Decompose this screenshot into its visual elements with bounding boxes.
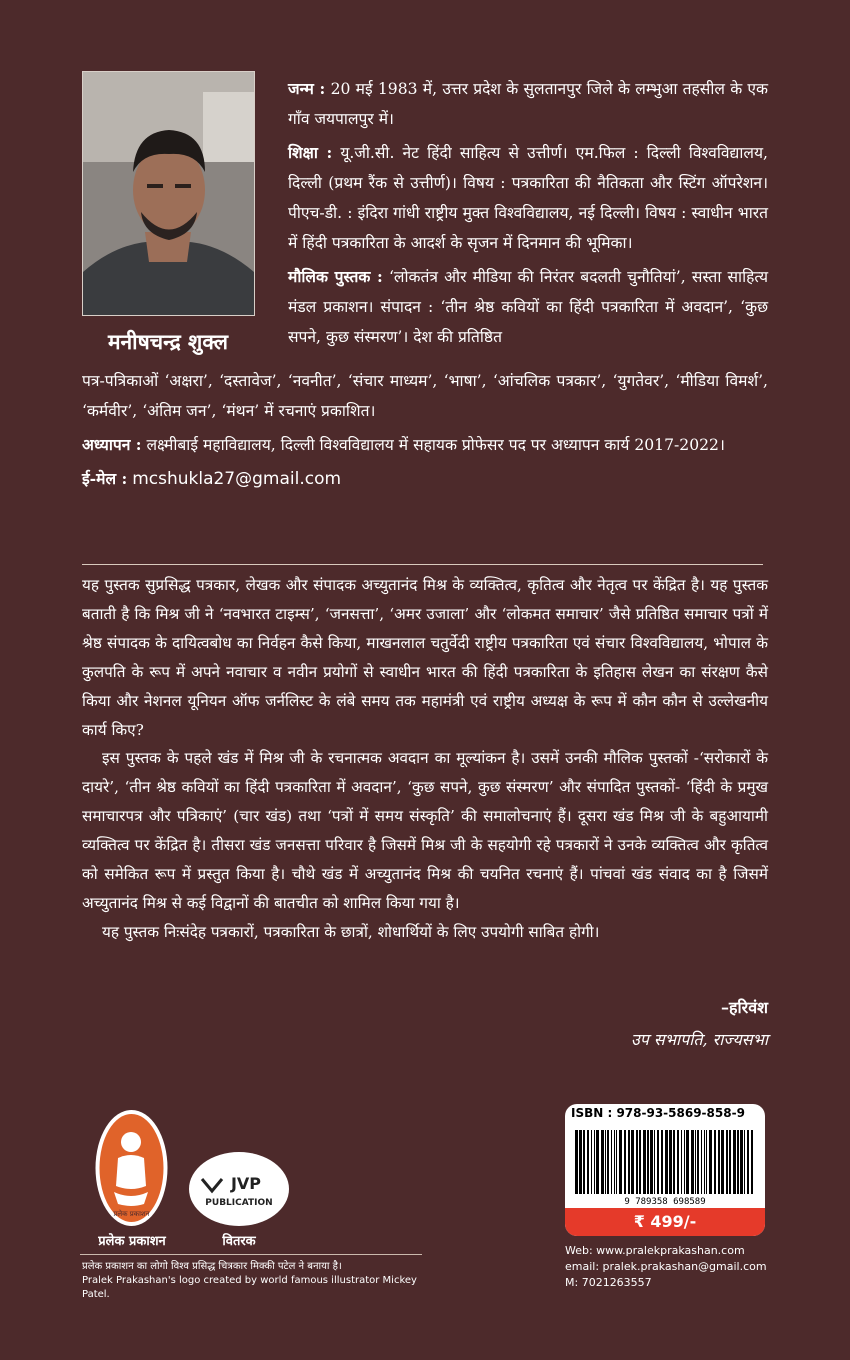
birth-text: 20 मई 1983 में, उत्तर प्रदेश के सुलतानपुर जिले के लम्भुआ तहसील के एक गाँव जयपालपुर में। (288, 80, 769, 128)
barcode-bar (614, 1130, 615, 1194)
barcode-bar (669, 1130, 672, 1194)
barcode-bar (714, 1130, 716, 1194)
barcode-bar (729, 1130, 731, 1194)
blurb-paragraph-1: यह पुस्तक सुप्रसिद्ध पत्रकार, लेखक और संपादक अच्युतानंद मिश्र के व्यक्तित्व, कृतित्व और नेतृत्व पर केंद्रित है। यह पुस्तक बताती है कि मिश्र जी ने ‘नवभारत टाइम्स’, ‘जनसत्ता’, ‘अमर उजाला’ और ‘लोकमत समाचार’ जैसे प्रतिष्ठित समाचार पत्रों में श्रेष्ठ संपादक के दायित्वबोध का निर्वहन कैसे किया, माखनलाल चतुर्वेदी राष्ट्रीय पत्रकारिता एवं संचार विश्वविद्यालय, भोपाल के कुलपति के रूप में अपने नवाचार व नवीन प्रयोगों से स्वाधीन भारत की हिंदी पत्रकारिता के इतिहास लेखन का संरक्षण कैसे किया और नेशनल यूनियन ऑफ जर्नलिस्ट के लंबे समय तक महामंत्री एवं राष्ट्रीय अध्यक्ष के रूप में कौन कौन से उल्लेखनीय कार्य किए? (82, 576, 768, 739)
books-text-continued: पत्र-पत्रिकाओं ‘अक्षरा’, ‘दस्तावेज’, ‘नवनीत’, ‘संचार माध्यम’, ‘भाषा’, ‘आंचलिक पत्रकार’, ‘युगतेवर’, ‘मीडिया विमर्श’, ‘कर्मवीर’, ‘अंतिम जन’, ‘मंथन’ में रचनाएं प्रकाशित। (82, 372, 768, 420)
barcode-bar (657, 1130, 659, 1194)
barcode-bar (665, 1130, 668, 1194)
bio-teaching (82, 430, 768, 460)
barcode-bar (709, 1130, 712, 1194)
teaching-text: लक्ष्मीबाई महाविद्यालय, दिल्ली विश्वविद्यालय में सहायक प्रोफेसर पद पर अध्यापन कार्य 2017-2022। (146, 436, 725, 454)
author-name: मनीषचन्द्र शुक्ल (107, 329, 229, 354)
barcode-digits: 9 789358 698589 (624, 1197, 706, 1206)
barcode-bar (605, 1130, 606, 1194)
books-label: मौलिक पुस्तक : (288, 267, 383, 286)
isbn-barcode-box (565, 1104, 765, 1236)
contact-mobile: M: 7021263557 (565, 1276, 652, 1289)
barcode-bar (636, 1130, 638, 1194)
barcode-bar (607, 1130, 609, 1194)
author-bio-continued (82, 366, 768, 498)
contact-web[interactable]: Web: www.pralekprakashan.com (565, 1244, 745, 1257)
barcode-bar (747, 1130, 749, 1194)
books-text: ‘लोकतंत्र और मीडिया की निरंतर बदलती चुनौतियां’, सस्ता साहित्य मंडल प्रकाशन। संपादन : ‘तीन श्रेष्ठ कवियों का हिंदी पत्रकारिता में अवदान’, ‘कुछ सपने, कुछ संस्मरण’। देश की प्रतिष्ठित (288, 268, 768, 346)
barcode-bar (628, 1130, 630, 1194)
section-divider (82, 564, 763, 565)
education-label: शिक्षा : (288, 143, 333, 162)
barcode-bar (575, 1130, 578, 1194)
barcode-bar (650, 1130, 653, 1194)
barcode-bar (601, 1130, 604, 1194)
barcode-bar (744, 1130, 745, 1194)
book-blurb (82, 571, 768, 947)
pralek-logo-text: प्रलेक प्रकाशन (113, 1210, 150, 1218)
blurb-paragraph-3: यह पुस्तक निःसंदेह पत्रकारों, पत्रकारिता के छात्रों, शोधार्थियों के लिए उपयोगी साबित होगी। (102, 922, 600, 941)
barcode-bar (718, 1130, 720, 1194)
barcode-bar (740, 1130, 743, 1194)
logo-credit (82, 1260, 442, 1302)
barcode-bar (594, 1130, 595, 1194)
contact-email[interactable]: email: pralek.prakashan@gmail.com (565, 1260, 767, 1273)
distributor-label: वितरक (222, 1234, 256, 1249)
barcode-bar (751, 1130, 753, 1194)
barcode-bar (706, 1130, 707, 1194)
barcode-bar (583, 1130, 585, 1194)
publisher-contact (565, 1243, 767, 1291)
teaching-label: अध्यापन : (82, 435, 142, 454)
credit-english: Pralek Prakashan's logo created by world famous illustrator Mickey Patel. (82, 1275, 417, 1300)
author-portrait-image (83, 72, 254, 315)
barcode-bar (639, 1130, 641, 1194)
jvp-publication-logo (188, 1151, 290, 1227)
barcode-bar (643, 1130, 646, 1194)
barcode-bar (587, 1130, 589, 1194)
barcode-bar (737, 1130, 739, 1194)
barcode-bar (726, 1130, 728, 1194)
barcode-bar (697, 1130, 699, 1194)
barcode-bar (733, 1130, 736, 1194)
author-photo (82, 71, 255, 316)
footer-divider (80, 1254, 422, 1255)
barcode-bar (596, 1130, 599, 1194)
barcode-bar (591, 1130, 592, 1194)
credit-hindi: प्रलेक प्रकाशन का लोगो विश्व प्रसिद्ध चित्रकार मिक्की पटेल ने बनाया है। (82, 1261, 342, 1272)
barcode-bar (611, 1130, 612, 1194)
barcode-bar (624, 1130, 626, 1194)
barcode-bar (681, 1130, 682, 1194)
barcode-bar (631, 1130, 634, 1194)
pralek-prakashan-logo (94, 1108, 169, 1228)
barcode (569, 1126, 761, 1206)
barcode-bar (673, 1130, 675, 1194)
barcode-bar (701, 1130, 702, 1194)
bio-birth (288, 74, 768, 134)
barcode-bar (647, 1130, 649, 1194)
barcode-bar (616, 1130, 617, 1194)
bio-email (82, 464, 768, 494)
signature-title: उप सभापति, राज्यसभा (630, 1030, 768, 1049)
bio-books (288, 262, 768, 352)
email-link[interactable]: mcshukla27@gmail.com (132, 469, 342, 489)
barcode-bar (686, 1130, 689, 1194)
barcode-bar (677, 1130, 679, 1194)
isbn-number: ISBN : 978-93-5869-858-9 (571, 1106, 745, 1120)
pralek-prakashan-label: प्रलेक प्रकाशन (98, 1234, 166, 1249)
price-tag: ₹ 499/- (565, 1208, 765, 1236)
barcode-bar (691, 1130, 694, 1194)
signature-name: –हरिवंश (721, 998, 768, 1017)
birth-label: जन्म : (288, 79, 326, 98)
bio-education (288, 138, 768, 258)
barcode-bar (619, 1130, 622, 1194)
email-label: ई-मेल : (82, 469, 128, 488)
blurb-paragraph-2: इस पुस्तक के पहले खंड में मिश्र जी के रचनात्मक अवदान का मूल्यांकन है। उसमें उनकी मौलिक पुस्तकों -‘सरोकारों के दायरे’, ‘तीन श्रेष्ठ कवियों का हिंदी पत्रकारिता में अवदान’, ‘कुछ सपने, कुछ संस्मरण’ और संपादित पुस्तकों- ‘हिंदी के प्रमुख समाचारपत्र और पत्रिकाएं’ (चार खंड) तथा ‘पत्रों में समय संस्कृति’ की समालोचनाएं हैं। दूसरा खंड मिश्र जी के बहुआयामी व्यक्तित्व पर केंद्रित है। तीसरा खंड जनसत्ता परिवार है जिसमें मिश्र जी के सहयोगी रहे पत्रकारों ने उनके व्यक्तित्व और कृतित्व को समेकित रूप में प्रस्तुत किया है। चौथे खंड में अच्युतानंद मिश्र की चयनित रचनाएं हैं। पांचवां खंड संवाद का है जिसमें अच्युतानंद मिश्र से कई विद्वानों की बातचीत को शामिल किया गया है। (82, 749, 768, 912)
barcode-bar (654, 1130, 655, 1194)
barcode-bar (579, 1130, 582, 1194)
barcode-bar (704, 1130, 705, 1194)
barcode-bar (661, 1130, 663, 1194)
barcode-bar (721, 1130, 724, 1194)
author-bio (288, 74, 768, 356)
jvp-logo-text: JVP (230, 1174, 262, 1193)
barcode-bar (684, 1130, 685, 1194)
barcode-bar (695, 1130, 696, 1194)
education-text: यू.जी.सी. नेट हिंदी साहित्य से उत्तीर्ण। एम.फिल : दिल्ली विश्वविद्यालय, दिल्ली (प्रथम रैंक से उत्तीर्ण)। विषय : पत्रकारिता की नैतिकता और स्टिंग ऑपरेशन। पीएच-डी. : इंदिरा गांधी राष्ट्रीय मुक्त विश्वविद्यालय, नई दिल्ली। विषय : स्वाधीन भारत में हिंदी पत्रकारिता के आदर्श के सृजन में दिनमान की भूमिका। (288, 144, 768, 252)
jvp-logo-subtext: PUBLICATION (205, 1198, 273, 1208)
